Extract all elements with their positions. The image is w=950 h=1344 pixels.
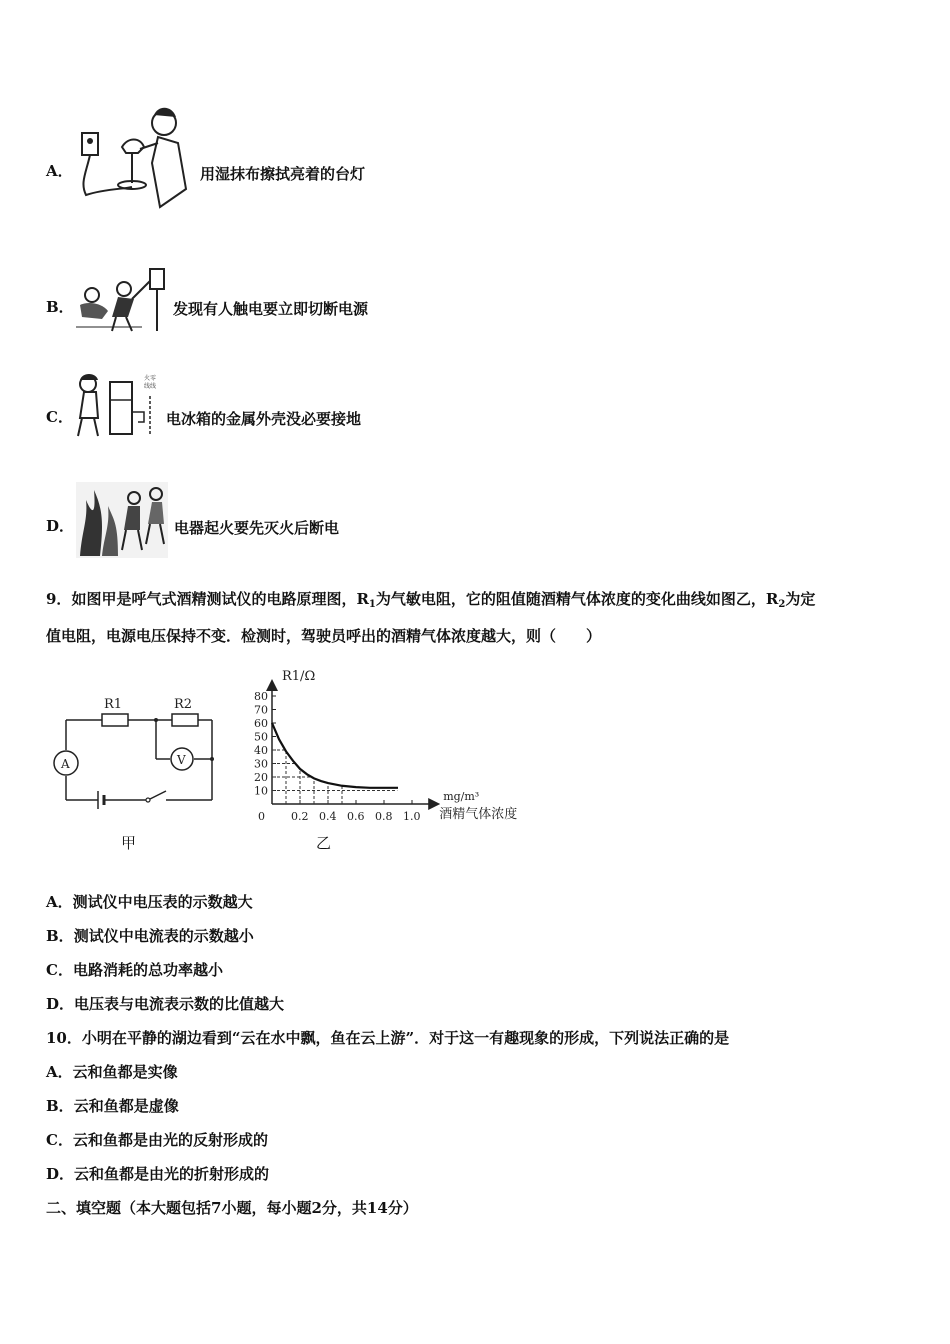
q8-illustration-c — [72, 372, 164, 442]
electrical-fire-illustration — [74, 480, 170, 560]
q9-stem-part-b: 为气敏电阻，它的阻值随酒精气体浓度的变化曲线如图乙，R — [375, 590, 779, 608]
y-tick-label: 40 — [254, 744, 268, 757]
x-tick-label: 0.2 — [291, 810, 309, 823]
fridge-grounding-illustration — [72, 372, 164, 442]
q9-option-b — [46, 925, 254, 946]
y-tick-label: 10 — [254, 784, 268, 798]
q8-option-d-text: 电器起火要先灭火后断电 — [174, 519, 340, 537]
q9-stem — [46, 582, 896, 653]
option-letter: C． — [46, 1131, 73, 1149]
q10-option-b — [46, 1095, 179, 1116]
electric-shock-rescue-illustration — [72, 265, 170, 335]
option-text: 云和鱼都是虚像 — [73, 1097, 179, 1115]
option-letter: B． — [46, 298, 74, 316]
chart-svg — [250, 664, 550, 829]
option-letter: B． — [46, 927, 74, 945]
option-letter: B． — [46, 1097, 74, 1115]
girl-wiping-lamp-illustration — [74, 103, 194, 213]
q9-stem-line-2: 值电阻，电源电压保持不变．检测时，驾驶员呼出的酒精气体浓度越大，则（ ） — [46, 627, 602, 645]
x-tick-label: 0.8 — [375, 810, 393, 823]
option-letter: C． — [46, 961, 73, 979]
option-text: 测试仪中电流表的示数越小 — [73, 927, 254, 945]
svg-text:火零: 火零 — [144, 375, 157, 382]
resistance-curve — [272, 723, 398, 788]
resistance-concentration-chart — [250, 664, 550, 829]
option-letter: A． — [46, 1063, 73, 1081]
x-tick-label: 1.0 — [403, 810, 421, 823]
x-axis-label: 酒精气体浓度 — [439, 807, 518, 822]
r1-resistor — [102, 714, 128, 726]
y-tick-label: 20 — [254, 771, 268, 784]
q9-option-d — [46, 993, 284, 1014]
q8-option-c-text: 电冰箱的金属外壳没必要接地 — [166, 410, 362, 428]
option-text: 云和鱼都是由光的反射形成的 — [72, 1131, 268, 1149]
option-text: 云和鱼都是由光的折射形成的 — [74, 1165, 270, 1183]
q9-number: 9． — [46, 590, 72, 608]
q9-sub-2: 2 — [778, 599, 786, 610]
figure-caption-yi: 乙 — [316, 834, 332, 852]
option-letter: D． — [46, 995, 75, 1013]
q8-illustration-d — [74, 480, 170, 560]
q9-stem-part-c: 为定 — [785, 590, 816, 608]
option-text: 测试仪中电压表的示数越大 — [72, 893, 253, 911]
q10-option-a — [46, 1061, 178, 1082]
q8-option-d — [46, 515, 74, 536]
y-tick-label: 70 — [254, 703, 268, 717]
svg-text:线线: 线线 — [144, 383, 157, 390]
q8-option-c — [46, 406, 73, 427]
option-letter: A． — [46, 893, 73, 911]
q10-stem: 10．小明在平静的湖边看到“云在水中飘，鱼在云上游”．对于这一有趣现象的形成，下列说法正确的是 — [46, 1029, 730, 1047]
option-letter: A． — [46, 162, 73, 180]
q10-option-d — [46, 1163, 269, 1184]
r1-label: R1 — [104, 697, 123, 712]
q9-sub-1: 1 — [368, 599, 376, 610]
option-text: 云和鱼都是实像 — [72, 1063, 178, 1081]
y-tick-label: 80 — [254, 690, 268, 703]
q8-option-b — [46, 296, 74, 317]
y-axis-label: R1/Ω — [282, 669, 316, 684]
x-tick-label: 0.6 — [347, 810, 365, 823]
section-2-heading: 二、填空题（本大题包括7小题，每小题2分，共14分） — [46, 1199, 418, 1217]
q8-option-b-text: 发现有人触电要立即切断电源 — [173, 300, 369, 318]
voltmeter-label: V — [177, 753, 186, 767]
switch — [150, 791, 166, 799]
option-letter: D． — [46, 517, 75, 535]
q8-illustration-b — [72, 265, 170, 335]
option-letter: C． — [46, 408, 73, 426]
q9-stem-part-a: 如图甲是呼气式酒精测试仪的电路原理图，R — [71, 590, 369, 608]
figure-caption-jia: 甲 — [121, 834, 137, 852]
option-text: 电压表与电流表示数的比值越大 — [74, 995, 285, 1013]
origin-label: 0 — [258, 810, 265, 823]
q9-option-a — [46, 891, 253, 912]
q8-illustration-a — [74, 103, 194, 213]
q10-option-c — [46, 1129, 268, 1150]
y-tick-label: 60 — [254, 717, 268, 730]
q9-option-c — [46, 959, 223, 980]
q8-option-a-text: 用湿抹布擦拭亮着的台灯 — [200, 165, 366, 183]
x-axis-unit: mg/m³ — [443, 790, 480, 803]
y-tick-label: 50 — [254, 730, 268, 744]
q8-option-a — [46, 160, 73, 181]
option-letter: D． — [46, 1165, 75, 1183]
r2-resistor — [172, 714, 198, 726]
y-tick-label: 30 — [254, 757, 268, 771]
ammeter-label: A — [61, 757, 70, 771]
x-tick-label: 0.4 — [319, 810, 337, 823]
option-text: 电路消耗的总功率越小 — [72, 961, 223, 979]
r2-label: R2 — [174, 697, 193, 712]
